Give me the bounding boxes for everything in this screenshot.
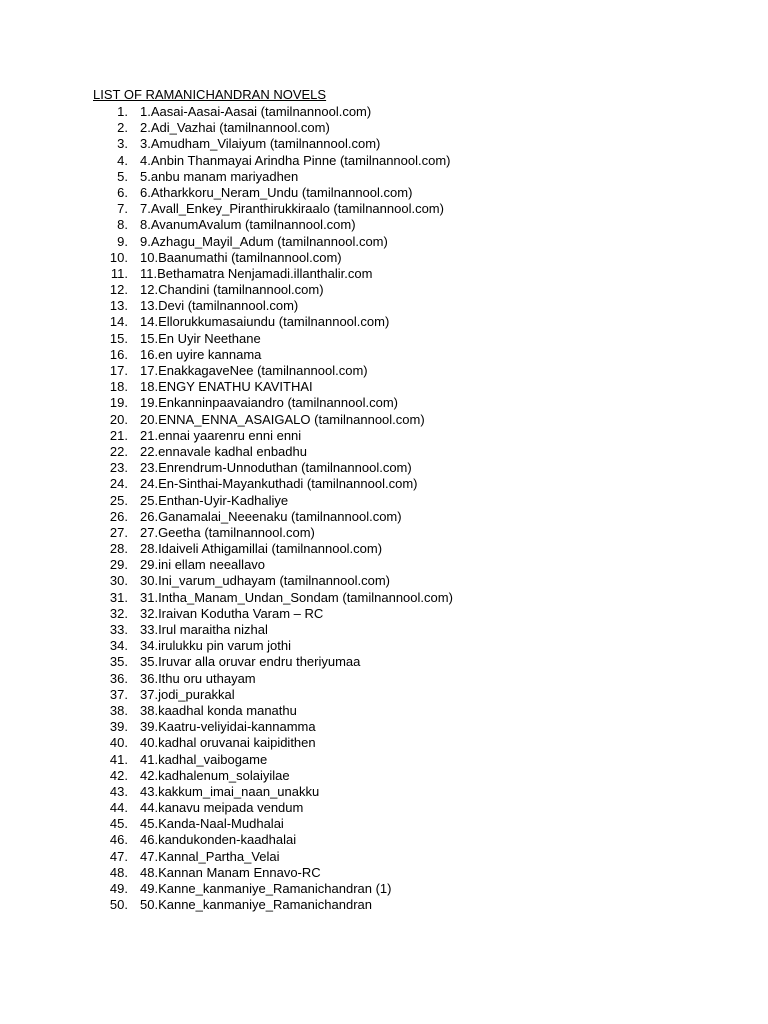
list-item-text: 36.Ithu oru uthayam <box>140 670 256 686</box>
list-item-number: 4. <box>117 152 128 168</box>
list-item-text: 48.Kannan Manam Ennavo-RC <box>140 864 321 880</box>
list-item-text: 30.Ini_varum_udhayam (tamilnannool.com) <box>140 573 391 589</box>
list-item-text: 32.Iraivan Kodutha Varam – RC <box>140 605 324 621</box>
list-item-text: 44.kanavu meipada vendum <box>140 800 304 816</box>
list-item-number: 45. <box>109 816 128 832</box>
list-item-number: 28. <box>109 541 128 557</box>
list-item-text: 29.ini ellam neeallavo <box>140 557 266 573</box>
list-item-number: 3. <box>117 136 128 152</box>
list-item-number: 34. <box>109 638 128 654</box>
list-item-number: 26. <box>109 508 128 524</box>
list-item-text: 1.Aasai-Aasai-Aasai (tamilnannool.com) <box>140 104 372 119</box>
list-item-number: 41. <box>109 751 128 767</box>
list-item-text: 40.kadhal oruvanai kaipidithen <box>140 735 316 751</box>
list-item-text: 9.Azhagu_Mayil_Adum (tamilnannool.com) <box>140 233 388 249</box>
list-item-number: 32. <box>109 605 128 621</box>
list-item-number: 29. <box>109 557 128 573</box>
list-item-number: 31. <box>109 589 128 605</box>
list-item-text: 8.AvanumAvalum (tamilnannool.com) <box>140 217 356 233</box>
list-item-number: 5. <box>117 168 128 184</box>
list-item-text: 37.jodi_purakkal <box>140 686 235 702</box>
list-item-number: 30. <box>109 573 128 589</box>
list-item-number: 47. <box>109 848 128 864</box>
list-item-number: 49. <box>109 881 128 896</box>
list-item-text: 27.Geetha (tamilnannool.com) <box>140 524 315 540</box>
list-item-text: 14.Ellorukkumasaiundu (tamilnannool.com) <box>140 314 390 330</box>
list-item-text: 11.Bethamatra Nenjamadi.illanthalir.com <box>140 265 373 281</box>
list-item-number: 23. <box>109 460 128 476</box>
list-item-number: 19. <box>109 395 128 411</box>
list-item-text: 46.kandukonden-kaadhalai <box>140 832 297 848</box>
document-title: LIST OF RAMANICHANDRAN NOVELS <box>93 87 327 102</box>
list-item-number: 35. <box>109 654 128 670</box>
list-item-number: 33. <box>109 622 128 637</box>
list-item-number: 16. <box>109 346 128 362</box>
list-item-text: 34.irulukku pin varum jothi <box>140 638 292 654</box>
list-item-number: 48. <box>109 864 128 880</box>
list-item-text: 26.Ganamalai_Neeenaku (tamilnannool.com) <box>140 508 402 524</box>
list-item-text: 50.Kanne_kanmaniye_Ramanichandran <box>140 897 372 913</box>
list-item-number: 14. <box>109 314 128 330</box>
list-item-number: 22. <box>109 443 128 459</box>
list-item-text: 20.ENNA_ENNA_ASAIGALO (tamilnannool.com) <box>140 411 425 427</box>
list-item-text: 5.anbu manam mariyadhen <box>140 168 299 184</box>
list-item-number: 7. <box>117 201 128 217</box>
list-item-number: 17. <box>109 363 128 378</box>
list-item-text: 38.kaadhal konda manathu <box>140 702 297 718</box>
list-item-number: 18. <box>109 379 128 395</box>
list-item-text: 3.Amudham_Vilaiyum (tamilnannool.com) <box>140 136 381 152</box>
list-item-text: 16.en uyire kannama <box>140 346 262 362</box>
list-item-number: 12. <box>109 282 128 298</box>
list-item-text: 24.En-Sinthai-Mayankuthadi (tamilnannool.com) <box>140 476 418 492</box>
list-item-number: 8. <box>117 217 128 233</box>
list-item-number: 44. <box>109 800 128 816</box>
list-item-text: 39.Kaatru-veliyidai-kannamma <box>140 719 316 735</box>
list-item-text: 28.Idaiveli Athigamillai (tamilnannool.com) <box>140 541 383 557</box>
list-item-text: 12.Chandini (tamilnannool.com) <box>140 282 324 298</box>
list-item-text: 41.kadhal_vaibogame <box>140 751 268 767</box>
list-item-number: 10. <box>109 249 128 265</box>
list-item-number: 25. <box>109 492 128 508</box>
list-item-number: 1. <box>117 104 128 119</box>
list-item-text: 18.ENGY ENATHU KAVITHAI <box>140 379 313 395</box>
list-item-text: 42.kadhalenum_solaiyilae <box>140 767 290 783</box>
list-item-text: 47.Kannal_Partha_Velai <box>140 848 280 864</box>
list-item-text: 4.Anbin Thanmayai Arindha Pinne (tamilnannool.com) <box>140 152 451 168</box>
list-item-text: 21.ennai yaarenru enni enni <box>140 427 302 443</box>
list-item-number: 21. <box>109 427 128 443</box>
list-item-number: 37. <box>109 686 128 702</box>
list-item-text: 17.EnakkagaveNee (tamilnannool.com) <box>140 363 368 378</box>
list-item-text: 25.Enthan-Uyir-Kadhaliye <box>140 492 289 508</box>
list-item-text: 22.ennavale kadhal enbadhu <box>140 443 307 459</box>
list-item-text: 15.En Uyir Neethane <box>140 330 261 346</box>
list-item-text: 10.Baanumathi (tamilnannool.com) <box>140 249 342 265</box>
list-item-number: 42. <box>109 767 128 783</box>
list-item-number: 11. <box>110 265 128 281</box>
list-item-text: 6.Atharkkoru_Neram_Undu (tamilnannool.com) <box>140 184 413 200</box>
list-item-text: 7.Avall_Enkey_Piranthirukkiraalo (tamilnannool.com) <box>140 201 444 217</box>
list-item-number: 24. <box>109 476 128 492</box>
list-item-text: 23.Enrendrum-Unnoduthan (tamilnannool.com) <box>140 460 412 476</box>
list-item-number: 46. <box>109 832 128 848</box>
list-item-number: 15. <box>109 330 128 346</box>
list-item-number: 38. <box>109 702 128 718</box>
list-item-text: 13.Devi (tamilnannool.com) <box>140 298 299 314</box>
list-item-text: 43.kakkum_imai_naan_unakku <box>140 783 320 799</box>
list-item-number: 13. <box>109 298 128 314</box>
list-item-text: 19.Enkanninpaavaiandro (tamilnannool.com) <box>140 395 398 411</box>
list-item-text: 33.Irul maraitha nizhal <box>140 622 268 637</box>
list-item-number: 39. <box>109 719 128 735</box>
list-item-number: 6. <box>117 184 128 200</box>
list-item-number: 20. <box>109 411 128 427</box>
list-item-number: 43. <box>109 783 128 799</box>
list-item-text: 49.Kanne_kanmaniye_Ramanichandran (1) <box>140 881 392 896</box>
list-item-text: 35.Iruvar alla oruvar endru theriyumaa <box>140 654 361 670</box>
list-item-text: 2.Adi_Vazhai (tamilnannool.com) <box>140 120 330 136</box>
list-item-text: 31.Intha_Manam_Undan_Sondam (tamilnannool.com) <box>140 589 453 605</box>
list-item-text: 45.Kanda-Naal-Mudhalai <box>140 816 284 832</box>
list-item-number: 27. <box>109 524 128 540</box>
list-item-number: 2. <box>117 120 128 136</box>
list-item-number: 36. <box>109 670 128 686</box>
list-item-number: 40. <box>109 735 128 751</box>
list-item-number: 9. <box>117 233 128 249</box>
list-item-number: 50. <box>109 897 128 913</box>
